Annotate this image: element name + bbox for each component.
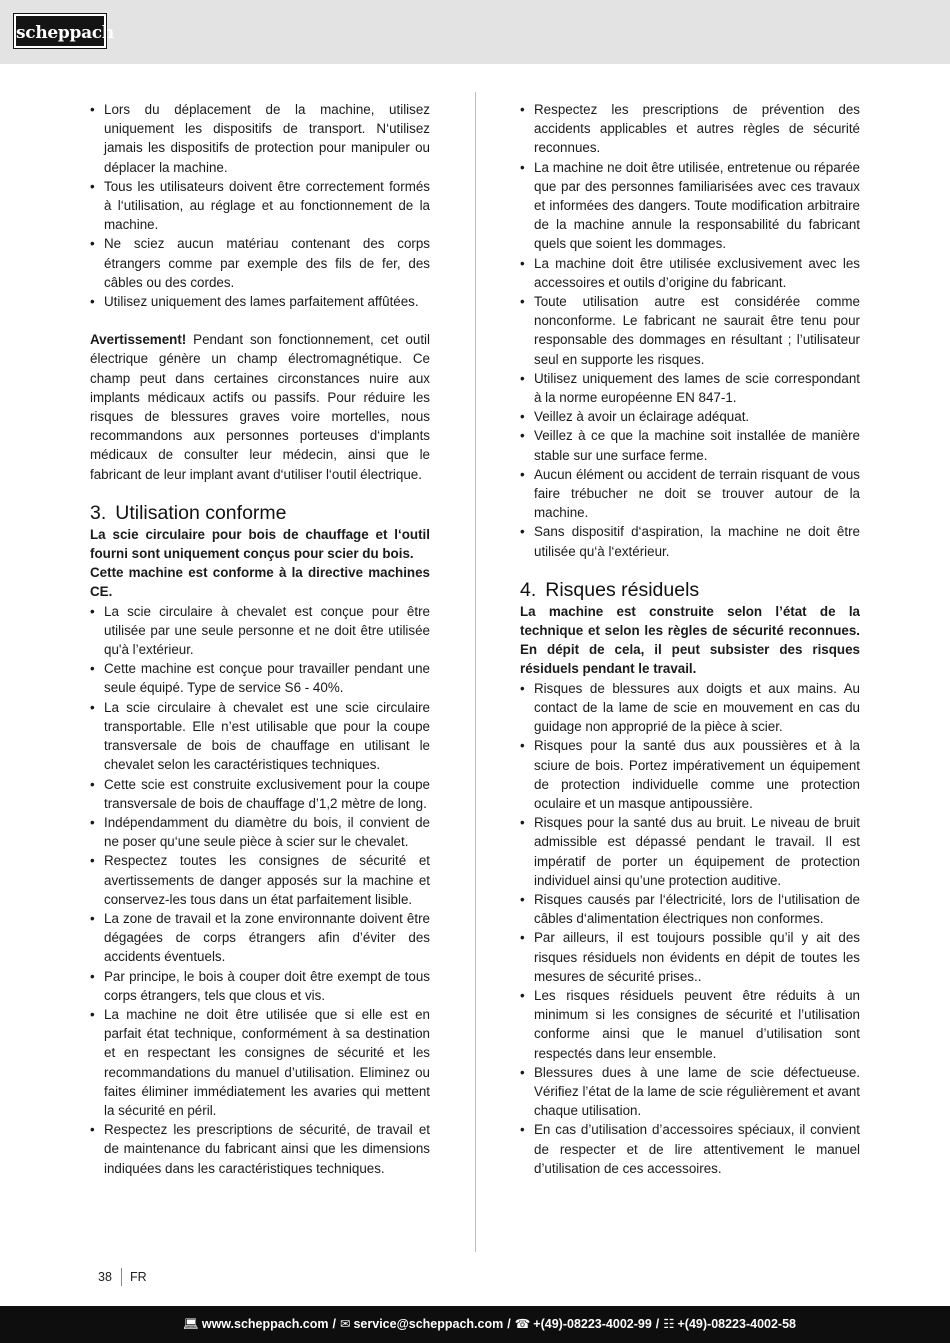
page-number: 38 — [98, 1270, 112, 1284]
page-number-separator — [121, 1268, 122, 1286]
list-item: • Veillez à avoir un éclairage adéquat. — [520, 407, 860, 426]
warning-paragraph — [90, 330, 430, 484]
list-item: • Toute utilisation autre est considérée comme nonconforme. Le fabricant ne saurait être tenu pour responsable des dommages en résultant ; l’utilisateur seul en supporte les risques. — [520, 292, 860, 369]
section-title: Utilisation conforme — [115, 501, 287, 524]
section-3-intro: Cette machine est conforme à la directive machines CE. — [90, 565, 430, 600]
website-link[interactable]: www.scheppach.com — [201, 1317, 329, 1331]
phone-icon: ☎︎ — [514, 1317, 531, 1331]
list-item: • Respectez toutes les consignes de sécurité et avertissements de danger apposés sur la machine et conservez-les tous dans un état parfaitement lisible. — [90, 851, 430, 909]
left-column — [90, 100, 430, 1178]
list-item: • Les risques résiduels peuvent être réduits à un minimum si les consignes de sécurité et l’utilisation conforme ainsi que le manuel d’utilisation sont respectés dans leur ensemble. — [520, 986, 860, 1063]
list-item: • Blessures dues à une lame de scie défectueuse. Vérifiez l’état de la lame de scie régulièrement et avant chaque utilisation. — [520, 1063, 860, 1121]
list-item: • Utilisez uniquement des lames de scie correspondant à la norme européenne EN 847-1. — [520, 369, 860, 407]
list-item: • Aucun élément ou accident de terrain risquant de vous faire trébucher ne doit se trouver autour de la machine. — [520, 465, 860, 523]
list-item: • La scie circulaire à chevalet est une scie circulaire transportable. Elle n’est utilisable que pour la coupe transversale de bois de chauffage en utilisant le chevalet selon les caractéristiques techniques. — [90, 698, 430, 775]
section-number: 4. — [520, 578, 537, 601]
section-4-intro: La machine est construite selon l’état de la technique et selon les règles de sécurité reconnues. En dépit de cela, il peut subsister des risques résiduels pendant le travail. — [520, 603, 860, 677]
list-item: • La zone de travail et la zone environnante doivent être dégagées de corps étrangers afin d’éviter des accidents éventuels. — [90, 909, 430, 967]
safety-list-right — [520, 100, 860, 561]
list-item: • Cette scie est construite exclusivement pour la coupe transversale de bois de chauffage d’1,2 mètre de long. — [90, 775, 430, 813]
fax-number: +(49)-08223-4002-58 — [677, 1317, 796, 1331]
list-item: • Respectez les prescriptions de prévention des accidents applicables et autres règles de sécurité reconnues. — [520, 100, 860, 158]
intended-use-list — [90, 602, 430, 1178]
email-link[interactable]: service@scheppach.com — [353, 1317, 504, 1331]
list-item: • Par principe, le bois à couper doit être exempt de tous corps étrangers, tels que clous et vis. — [90, 967, 430, 1005]
residual-risks-list — [520, 679, 860, 1178]
list-item: • Lors du déplacement de la machine, utilisez uniquement les dispositifs de transport. N‘utilisez jamais les dispositifs de protection pour manipuler ou déplacer la machine. — [90, 100, 430, 177]
section-3-intro: La scie circulaire pour bois de chauffage et l‘outil fourni sont uniquement conçus pour scier du bois. — [90, 526, 430, 562]
list-item: • Veillez à ce que la machine soit installée de manière stable sur une surface ferme. — [520, 426, 860, 464]
footer-separator: / — [507, 1317, 511, 1331]
section-3-heading — [90, 502, 430, 524]
list-item: • Cette machine est conçue pour travailler pendant une seule équipé. Type de service S6 - 40%. — [90, 659, 430, 697]
list-item: • Sans dispositif d‘aspiration, la machine ne doit être utilisée qu‘à l‘extérieur. — [520, 522, 860, 560]
list-item: • Respectez les prescriptions de sécurité, de travail et de maintenance du fabricant ainsi que les dimensions indiquées dans les caractéristiques techniques. — [90, 1120, 430, 1178]
list-item: • Risques causés par l‘électricité, lors de l‘utilisation de câbles d‘alimentation électriques non conformes. — [520, 890, 860, 928]
fax-icon: ☷ — [663, 1317, 675, 1331]
list-item: • Tous les utilisateurs doivent être correctement formés à l‘utilisation, au réglage et au fonctionnement de la machine. — [90, 177, 430, 235]
list-item: • Risques pour la santé dus au bruit. Le niveau de bruit admissible est dépassé pendant le travail. Il est impératif de porter un équipement de protection individuel ainsi qu’une protection auditive. — [520, 813, 860, 890]
list-item: • La machine ne doit être utilisée que si elle est en parfait état technique, conformément à sa destination et en respectant les consignes de sécurité et les recommandations du manuel d’utilisation. Eliminez ou faites éliminer immédiatement les avaries qui mettent la sécurité en péril. — [90, 1005, 430, 1120]
safety-list-left — [90, 100, 430, 311]
section-title: Risques résiduels — [545, 578, 700, 601]
contact-footer — [0, 1306, 950, 1343]
list-item: • Indépendamment du diamètre du bois, il convient de ne poser qu‘une seule pièce à scier sur le chevalet. — [90, 813, 430, 851]
computer-icon: 💻︎ — [182, 1317, 199, 1331]
list-item: • Risques pour la santé dus aux poussières et à la sciure de bois. Portez impérativement un équipement de protection individuelle comme une protection oculaire et un masque antipoussière. — [520, 736, 860, 813]
list-item: • En cas d’utilisation d’accessoires spéciaux, il convient de respecter et de lire attentivement le manuel d’utilisation de ces accessoires. — [520, 1120, 860, 1178]
right-column — [520, 100, 860, 1178]
section-4-heading — [520, 579, 860, 601]
warning-text: Pendant son fonctionnement, cet outil électrique génère un champ électromagnétique. Ce champ peut dans certaines circonstances nuire aux implants médicaux actifs ou passifs. Pour réduire les risques de blessures graves voire mortelles, nous recommandons aux personnes porteuses d‘implants médicaux de consulter leur médecin, ainsi que le fabricant de leur implant avant d‘utiliser l‘outil électrique. — [90, 332, 430, 482]
column-divider — [475, 92, 476, 1252]
list-item: • Risques de blessures aux doigts et aux mains. Au contact de la lame de scie en mouvement en cas du guidage non approprié de la pièce à scier. — [520, 679, 860, 737]
list-item: • Par ailleurs, il est toujours possible qu’il y ait des risques résiduels non évidents en dépit de toutes les mesures de sécurité prises.. — [520, 928, 860, 986]
scheppach-logo: scheppach — [14, 14, 106, 48]
phone-number: +(49)-08223-4002-99 — [533, 1317, 652, 1331]
page-language: FR — [130, 1270, 147, 1284]
list-item: • Ne sciez aucun matériau contenant des corps étrangers comme par exemple des fils de fer, des câbles ou des cordes. — [90, 234, 430, 292]
list-item: • Utilisez uniquement des lames parfaitement affûtées. — [90, 292, 430, 311]
list-item: • La scie circulaire à chevalet est conçue pour être utilisée par une seule personne et ne doit être utilisée qu'à l’extérieur. — [90, 602, 430, 660]
footer-separator: / — [655, 1317, 660, 1331]
section-number: 3. — [90, 501, 107, 524]
mail-icon: ✉︎ — [339, 1317, 351, 1331]
list-item: • La machine doit être utilisée exclusivement avec les accessoires et outils d’origine du fabricant. — [520, 254, 860, 292]
header-band — [0, 0, 950, 64]
list-item: • La machine ne doit être utilisée, entretenue ou réparée que par des personnes familiarisées avec ces travaux et informées des dangers. Toute modification arbitraire de la machine annule la responsabilité du fabricant quels que soient les dommages. — [520, 158, 860, 254]
footer-separator: / — [332, 1317, 336, 1331]
warning-label: Avertissement! — [90, 332, 187, 348]
